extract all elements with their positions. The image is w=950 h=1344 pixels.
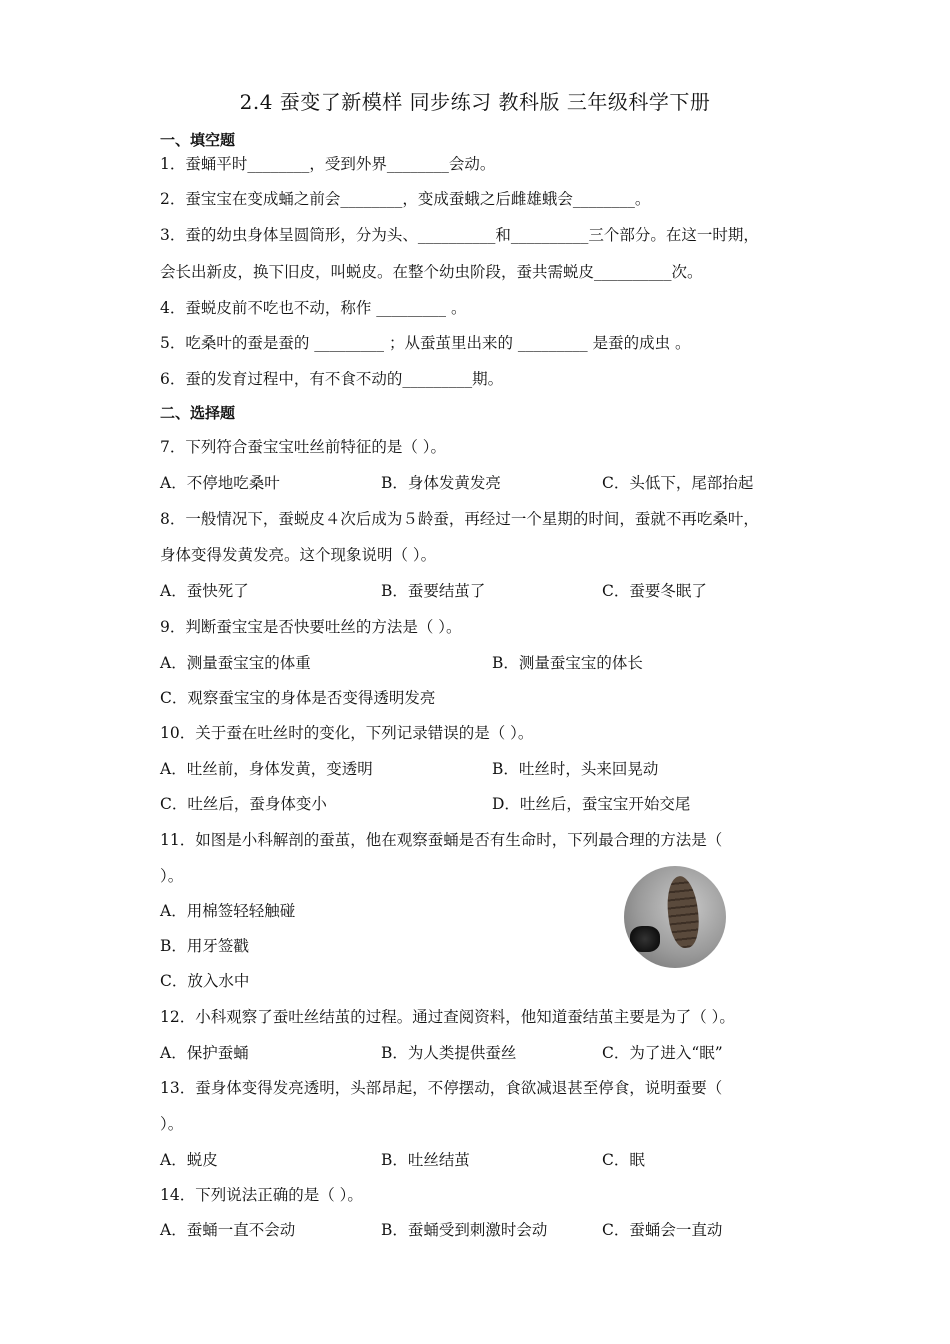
section-fill-blank: 一、填空题 — [160, 131, 236, 149]
q7-option-c: C．头低下，尾部抬起 — [602, 474, 754, 492]
question-12: 12．小科观察了蚕吐丝结茧的过程。通过查阅资料，他知道蚕结茧主要是为了（ ）。 — [160, 1008, 735, 1026]
q13-option-c: C．眠 — [602, 1151, 645, 1169]
q9-option-a: A．测量蚕宝宝的体重 — [160, 654, 311, 672]
question-13-line1: 13．蚕身体变得发亮透明，头部昂起，不停摆动，食欲减退甚至停食，说明蚕要（ — [160, 1079, 723, 1097]
q7-option-a: A．不停地吃桑叶 — [160, 474, 280, 492]
q9-option-c: C．观察蚕宝宝的身体是否变得透明发亮 — [160, 689, 436, 707]
question-5: 5．吃桑叶的蚕是蚕的 _________ ；从蚕茧里出来的 _________ 是蚕的成虫 。 — [160, 334, 691, 352]
q7-option-b: B．身体发黄发亮 — [381, 474, 501, 492]
section-choice: 二、选择题 — [160, 404, 236, 422]
q14-option-b: B．蚕蛹受到刺激时会动 — [381, 1221, 548, 1239]
q14-option-c: C．蚕蛹会一直动 — [602, 1221, 723, 1239]
question-3-line2: 会长出新皮，换下旧皮，叫蜕皮。在整个幼虫阶段，蚕共需蜕皮__________次。 — [160, 263, 703, 281]
page-title: 2.4 蚕变了新模样 同步练习 教科版 三年级科学下册 — [239, 90, 711, 114]
question-2: 2．蚕宝宝在变成蛹之前会________，变成蚕蛾之后雌雄蛾会________。 — [160, 190, 651, 208]
q14-option-a: A．蚕蛹一直不会动 — [160, 1221, 296, 1239]
q10-option-d: D．吐丝后，蚕宝宝开始交尾 — [492, 795, 691, 813]
question-9: 9．判断蚕宝宝是否快要吐丝的方法是（ ）。 — [160, 618, 462, 636]
q11-option-c: C．放入水中 — [160, 972, 250, 990]
q13-option-a: A．蜕皮 — [160, 1151, 218, 1169]
silkworm-pupa-image — [664, 875, 701, 950]
q10-option-a: A．吐丝前，身体发黄，变透明 — [160, 760, 373, 778]
cocoon-shell-image — [630, 926, 660, 952]
question-8-line2: 身体变得发黄发亮。这个现象说明（ ）。 — [160, 546, 437, 564]
q8-option-a: A．蚕快死了 — [160, 582, 249, 600]
question-1: 1．蚕蛹平时________，受到外界________会动。 — [160, 155, 496, 173]
q11-option-b: B．用牙签戳 — [160, 937, 249, 955]
question-10: 10．关于蚕在吐丝时的变化，下列记录错误的是（ ）。 — [160, 724, 534, 742]
question-11-line2: ）。 — [160, 867, 184, 885]
question-13-line2: ）。 — [160, 1115, 184, 1133]
question-4: 4．蚕蜕皮前不吃也不动，称作 _________ 。 — [160, 299, 467, 317]
question-11-line1: 11．如图是小科解剖的蚕茧，他在观察蚕蛹是否有生命时，下列最合理的方法是（ — [160, 831, 723, 849]
cocoon-dissection-photo — [624, 866, 726, 968]
question-3-line1: 3．蚕的幼虫身体呈圆筒形，分为头、__________和__________三个部分。在这一时期， — [160, 226, 759, 244]
question-7: 7．下列符合蚕宝宝吐丝前特征的是（ ）。 — [160, 438, 447, 456]
question-14: 14．下列说法正确的是（ ）。 — [160, 1186, 363, 1204]
question-6: 6．蚕的发育过程中，有不食不动的_________期。 — [160, 370, 504, 388]
q8-option-c: C．蚕要冬眠了 — [602, 582, 707, 600]
q13-option-b: B．吐丝结茧 — [381, 1151, 470, 1169]
q12-option-c: C．为了进入“眠” — [602, 1044, 723, 1062]
q12-option-b: B．为人类提供蚕丝 — [381, 1044, 517, 1062]
q12-option-a: A．保护蚕蛹 — [160, 1044, 249, 1062]
q10-option-b: B．吐丝时，头来回晃动 — [492, 760, 659, 778]
question-8-line1: 8．一般情况下，蚕蜕皮４次后成为５龄蚕，再经过一个星期的时间，蚕就不再吃桑叶， — [160, 510, 759, 528]
q8-option-b: B．蚕要结茧了 — [381, 582, 486, 600]
q11-option-a: A．用棉签轻轻触碰 — [160, 902, 296, 920]
q9-option-b: B．测量蚕宝宝的体长 — [492, 654, 643, 672]
q10-option-c: C．吐丝后，蚕身体变小 — [160, 795, 327, 813]
